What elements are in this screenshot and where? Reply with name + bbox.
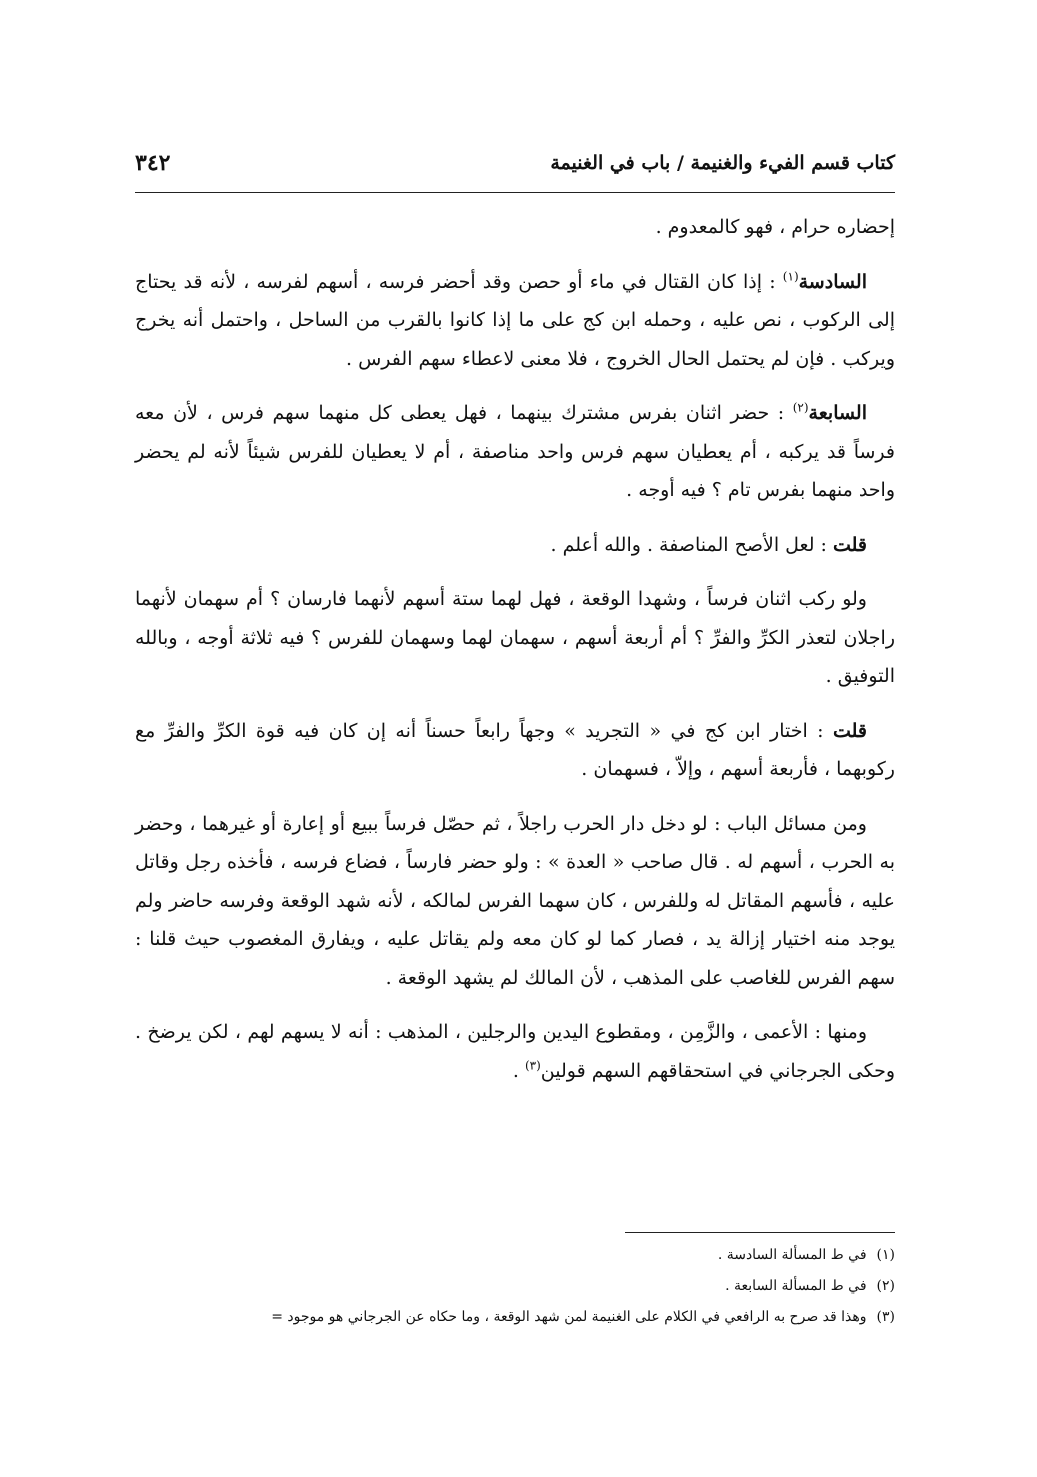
paragraph-heading: السادسة [798,270,867,293]
footnote-text: في ط المسألة السادسة . [717,1247,867,1263]
paragraph-text: ولو ركب اثنان فرساً ، وشهدا الوقعة ، فهل لهما ستة أسهم لأنهما فارسان ؟ أم سهمان لأنهما راجلان لتعذر الكرِّ والفرِّ ؟ أم أربعة أسهم ، سهمان لهما وسهمان للفرس ؟ فيه ثلاثة أوجه ، وبالله التوفيق . [135,588,895,687]
paragraph-text: : لعل الأصح المناصفة . والله أعلم . [550,533,833,556]
paragraph-chapter-issues [135,805,895,998]
paragraph-blind-disabled [135,1013,895,1090]
running-title: كتاب قسم الفيء والغنيمة / باب في الغنيمة [550,152,895,174]
paragraph-heading: قلت [832,533,867,556]
paragraph-text: ومنها : الأعمى ، والزَّمِن ، ومقطوع اليدين والرجلين ، المذهب : أنه لا يسهم لهم ، لكن يرضخ . وحكى الجرجاني في استحقاقهم السهم قولين [135,1021,895,1082]
footnote-item [118,1271,895,1302]
footnote-text: في ط المسألة السابعة . [725,1278,867,1294]
footnote-item [118,1302,895,1333]
paragraph-comment [135,712,895,789]
paragraph-text: : إذا كان القتال في ماء أو حصن وقد أحضر فرسه ، أسهم لفرسه ، لأنه قد يحتاج إلى الركوب ، نص عليه ، وحمله ابن كج على ما إذا كانوا بالقرب من الساحل ، واحتمل أنه يخرج ويركب . فإن لم يحتمل الحال الخروج ، فلا معنى لاعطاء سهم الفرس . [135,270,895,370]
paragraph-comment [135,526,895,565]
footnotes [118,1240,895,1333]
paragraph-seventh-issue [135,394,895,510]
footnote-divider [625,1232,895,1233]
paragraph-tail: . [512,1059,525,1082]
running-header [135,148,895,192]
footnote-ref: (٣) [524,1058,541,1073]
page-number: ٣٤٢ [135,150,171,176]
paragraph-text: : اختار ابن كج في « التجريد » وجهاً رابعاً حسناً أنه إن كان فيه قوة الكرِّ والفرِّ مع ركوبهما ، فأربعة أسهم ، وإلاّ ، فسهمان . [135,719,895,780]
footnote-ref: (١) [782,269,799,284]
paragraph-heading: قلت [832,719,867,742]
paragraph-text: : حضر اثنان بفرس مشترك بينهما ، فهل يعطى كل منهما سهم فرس ، لأن معه فرساً قد يركبه ، أم يعطيان سهم فرس واحد مناصفة ، أم لا يعطيان للفرس شيئاً لأنه لم يحضر واحد منهما بفرس تام ؟ فيه أوجه . [135,402,895,501]
paragraph-text: ومن مسائل الباب : لو دخل دار الحرب راجلاً ، ثم حصّل فرساً ببيع أو إعارة أو غيرهما ، وحضر به الحرب ، أسهم له . قال صاحب « العدة » : ولو حضر فارساً ، فضاع فرسه ، فأخذه رجل وقاتل عليه ، فأسهم المقاتل له وللفرس ، كان سهما الفرس لمالكه ، لأنه شهد الوقعة وفرسه حاضر ولم يوجد منه اختيار إزالة يد ، فصار كما لو كان معه ولم يقاتل عليه ، ويفارق المغصوب حيث قلنا : سهم الفرس للغاصب على المذهب ، لأن المالك لم يشهد الوقعة . [135,812,895,989]
paragraph-continuation [135,208,895,247]
footnote-marker: (٢) [876,1278,895,1294]
footnote-ref: (٢) [792,400,809,415]
header-divider [135,192,895,193]
footnote-text: وهذا قد صرح به الرافعي في الكلام على الغنيمة لمن شهد الوقعة ، وما حكاه عن الجرجاني هو موجود = [271,1309,867,1325]
footnote-marker: (١) [876,1247,895,1263]
paragraph-heading: السابعة [808,402,867,424]
footnote-item [118,1240,895,1271]
paragraph-two-riders [135,580,895,696]
main-text [135,208,895,1106]
footnote-marker: (٣) [876,1309,895,1325]
paragraph-sixth-issue [135,263,895,379]
paragraph-text: إحضاره حرام ، فهو كالمعدوم . [655,216,895,238]
